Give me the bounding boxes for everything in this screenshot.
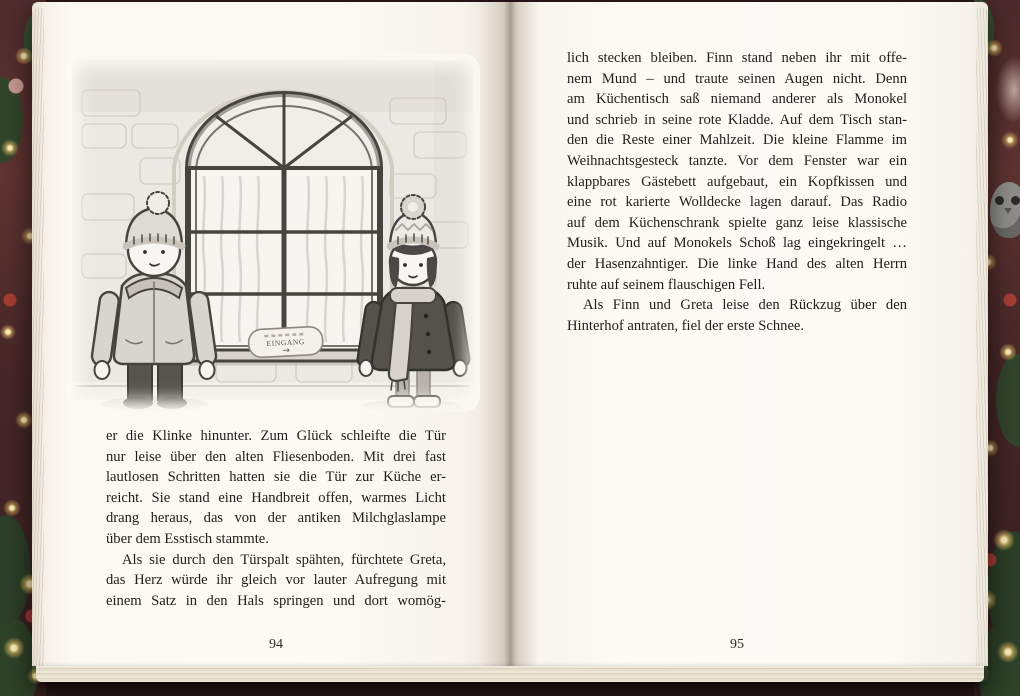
text-line: drang heraus, das von der antiken Milchglaslampe bbox=[106, 510, 446, 527]
text-line: klappbares Gästebett aufgebaut, ein Kopfkissen und bbox=[567, 173, 907, 190]
page-stack-left-edge bbox=[32, 8, 44, 670]
text-line: am Küchentisch saß niemand anderer als Monokel bbox=[567, 91, 907, 108]
text-line: er die Klinke hinunter. Zum Glück schleifte die Tür bbox=[106, 428, 446, 444]
text-line: einem Satz in den Hals springen und dort womög- bbox=[106, 592, 446, 609]
text-line: lautlosen Schritten hatten sie die Tür zur Küche er- bbox=[106, 469, 446, 486]
right-page-text bbox=[567, 48, 907, 336]
text-line: reicht. Sie stand eine Handbreit offen, warmes Licht bbox=[106, 489, 446, 506]
text-line: den die Reste einer Mahlzeit. Die kleine Flamme im bbox=[567, 132, 907, 149]
page-stack-bottom-edge bbox=[36, 666, 984, 682]
text-line: eine rot karierte Wolldecke lagen darauf. Das Radio bbox=[567, 194, 907, 211]
left-page-text bbox=[106, 426, 446, 611]
text-line: Musik. Und auf Monokels Schoß lag eingekringelt … bbox=[567, 235, 907, 252]
book-spine bbox=[480, 2, 540, 666]
text-line: auf dem Küchenschrank spielte ganz leise klassische bbox=[567, 214, 907, 231]
page-stack-right-edge bbox=[976, 8, 988, 670]
text-line: ruhte auf seinem flauschigen Fell. bbox=[567, 276, 766, 293]
text-line: nem Mund – und traute seinen Augen nicht. Denn bbox=[567, 70, 907, 87]
text-line: lich stecken bleiben. Finn stand neben ihr mit offe- bbox=[567, 50, 907, 66]
text-line: Hinterhof antraten, fiel der erste Schnee. bbox=[567, 317, 805, 334]
sign-plaque bbox=[248, 326, 323, 358]
text-line: über dem Esstisch stammte. bbox=[106, 530, 269, 547]
text-line: und schrieb in seine rote Kladde. Auf dem Tisch stan- bbox=[567, 111, 907, 128]
text-line: Als Finn und Greta leise den Rückzug über den bbox=[583, 297, 907, 314]
owl-ornament-icon bbox=[990, 182, 1020, 238]
sign-arrow-icon: → bbox=[282, 345, 291, 357]
boy-pompom bbox=[147, 192, 169, 214]
sign-text: EINGANG bbox=[266, 337, 306, 349]
text-line: das Herz würde ihr gleich vor lauter Aufregung mit bbox=[106, 572, 446, 589]
text-line: Weihnachtsgesteck tanzte. Vor dem Fenster war ein bbox=[567, 152, 907, 169]
text-line: Als sie durch den Türspalt spähten, fürchtete Greta, bbox=[122, 551, 446, 568]
text-line: nur leise über den alten Fliesenboden. Mit drei fast bbox=[106, 448, 446, 465]
page-number-left: 94 bbox=[269, 637, 283, 652]
illustration bbox=[66, 54, 480, 412]
text-line: der Hasenzahntiger. Die linke Hand des alten Herrn bbox=[567, 255, 907, 272]
page-number-right: 95 bbox=[730, 637, 744, 652]
